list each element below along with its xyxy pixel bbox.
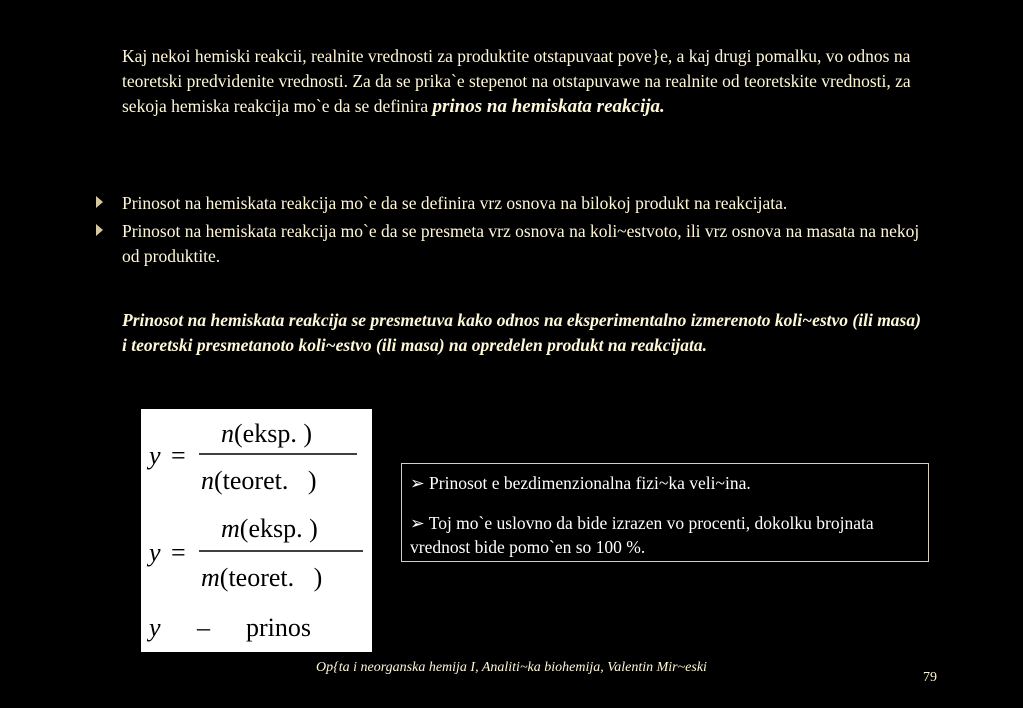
formula3-lhs: y (149, 613, 161, 642)
formula2-denominator (201, 563, 322, 592)
formula2-num-var: m (221, 514, 240, 543)
formula3-word: prinos (246, 613, 311, 642)
formula2-den-var: m (201, 563, 220, 592)
formula-box (141, 409, 372, 652)
note-item: ➢ Prinosot e bezdimenzionalna fizi~ka veli~ina. (410, 473, 751, 493)
intro-emphasis: prinos na hemiskata reakcija. (432, 96, 665, 117)
formula1-lhs: y (149, 441, 161, 470)
page-number: 79 (923, 670, 937, 685)
formula2-equals: = (171, 538, 186, 567)
formula1-equals: = (171, 441, 186, 470)
formula-svg (141, 409, 372, 652)
formula1-denominator (201, 466, 317, 495)
bullet-item (90, 219, 930, 269)
formula2-lhs: y (149, 538, 161, 567)
bullet-list (90, 191, 930, 272)
triangle-bullet-icon (96, 196, 103, 208)
formula2-numerator (221, 514, 318, 543)
formula1-den-arg: (teoret. ) (214, 466, 317, 495)
formula2-den-arg: (teoret. ) (219, 563, 323, 592)
formula3-dash: – (197, 613, 210, 642)
footer-text: Op{ta i neorganska hemija I, Analiti~ka biohemija, Valentin Mir~eski (316, 660, 707, 675)
formula1-num-var: n (221, 419, 234, 448)
note-box (401, 463, 929, 562)
bullet-text: Prinosot na hemiskata reakcija mo`e da se presmeta vrz osnova na koli~estvoto, ili vrz osnova na masata na nekoj od produktite. (122, 221, 920, 266)
formula1-den-var: n (201, 466, 214, 495)
note-item: ➢ Toj mo`e uslovno da bide izrazen vo procenti, dokolku brojnata vrednost bide pomo`en so 100 %. (410, 513, 874, 557)
formula2-num-arg: (eksp. ) (239, 514, 318, 543)
bullet-text: Prinosot na hemiskata reakcija mo`e da se definira vrz osnova na bilokoj produkt na reakcijata. (122, 193, 788, 213)
intro-paragraph (122, 44, 922, 119)
formula1-numerator (221, 419, 312, 448)
definition-paragraph: Prinosot na hemiskata reakcija se presmetuva kako odnos na eksperimentalno izmerenoto koli~estvo (ili masa) i teoretski presmetanoto koli~estvo (ili masa) na opredelen produkt na reakcijata. (122, 310, 921, 355)
triangle-bullet-icon (96, 224, 103, 236)
bullet-item (90, 191, 930, 216)
formula1-num-arg: (eksp. ) (234, 419, 312, 448)
intro-text: Kaj nekoi hemiski reakcii, realnite vrednosti za produktite otstapuvaat pove}e, a kaj drugi pomalku, vo odnos na teoretski predvidenite vrednosti. Za da se prika`e stepenot na otstapuvawe na realnite od teoretskite vrednosti, za sekoja hemiska reakcija mo`e da se definira (122, 46, 911, 116)
